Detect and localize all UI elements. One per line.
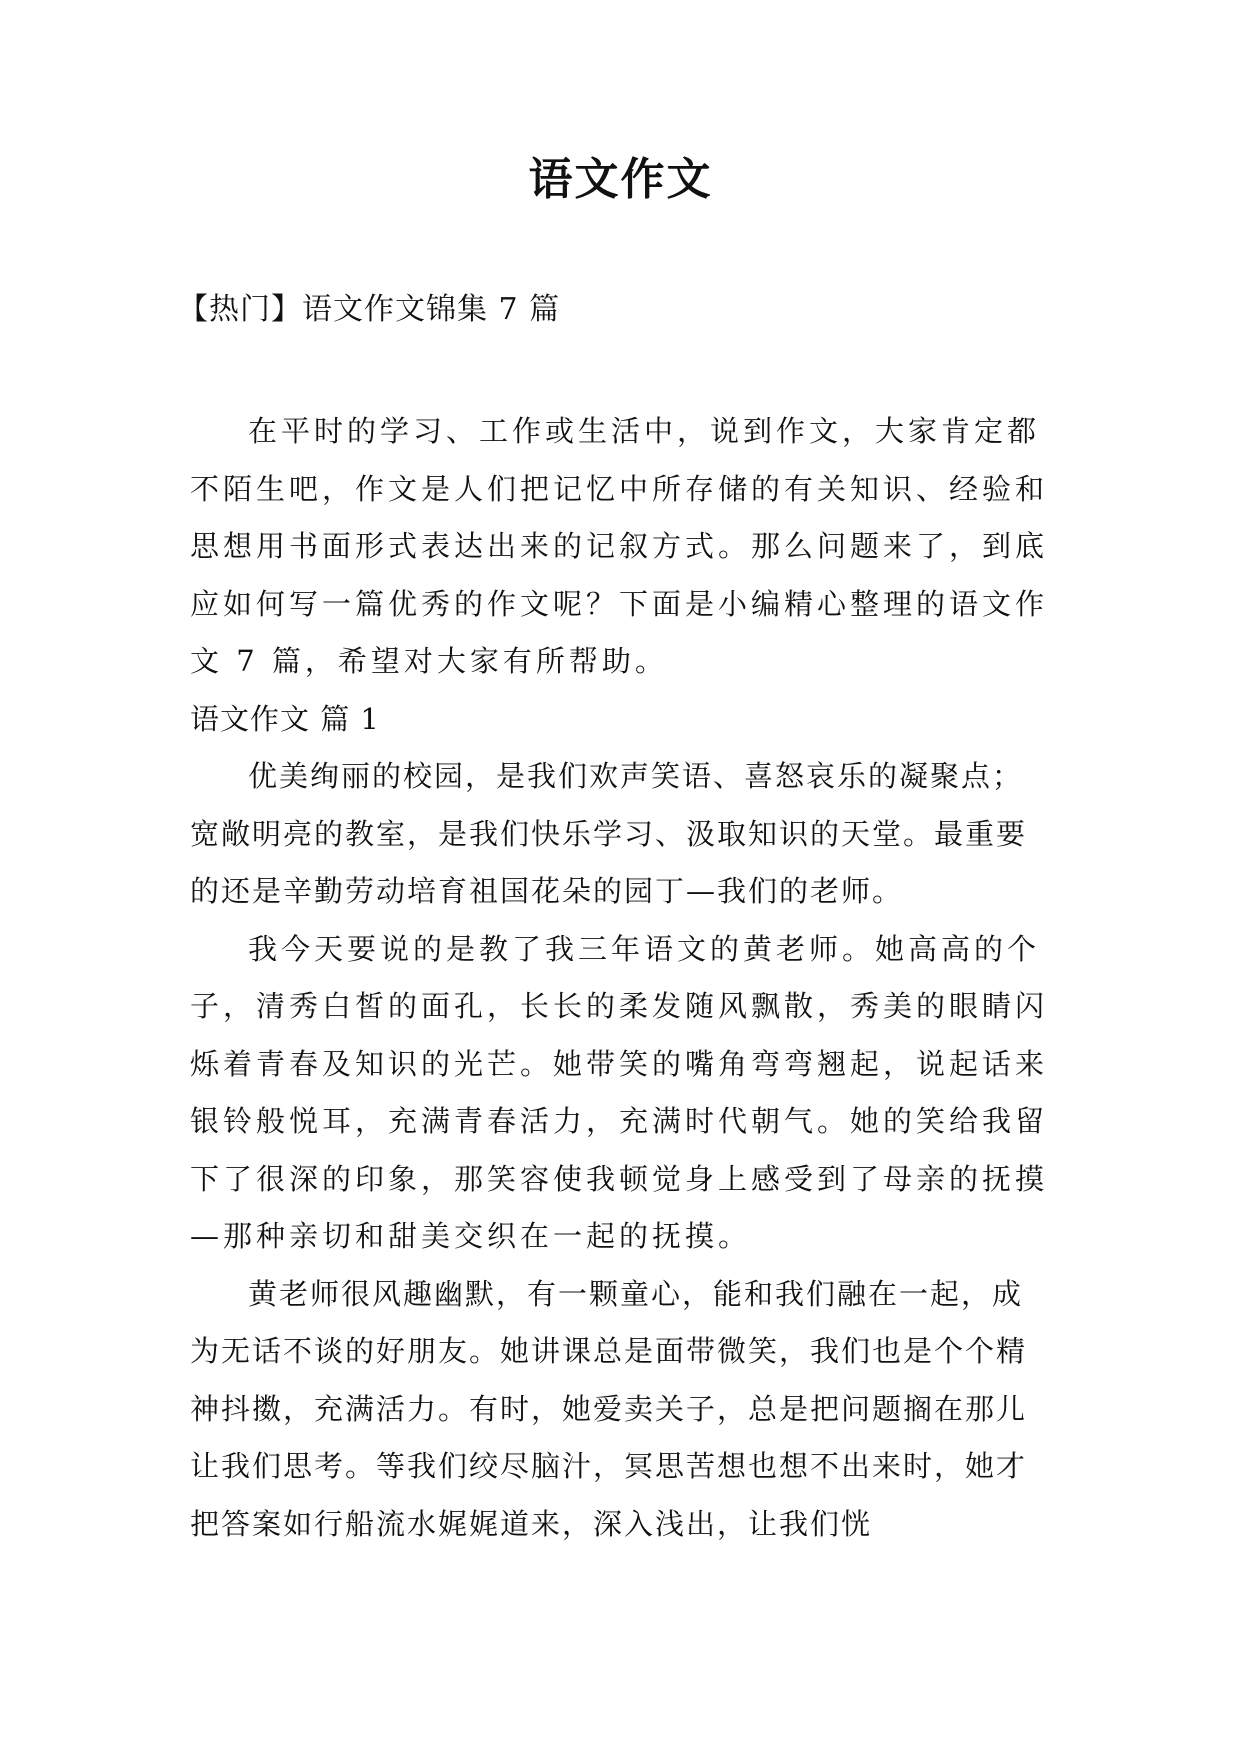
section-heading: 语文作文 篇 1: [190, 701, 380, 736]
document-subtitle: 【热门】语文作文锦集 7 篇: [178, 292, 561, 327]
document-body: [190, 403, 1050, 1553]
intro-paragraph: 在平时的学习、工作或生活中，说到作文，大家肯定都不陌生吧，作文是人们把记忆中所存储的有关知识、经验和思想用书面形式表达出来的记叙方式。那么问题来了，到底应如何写一篇优秀的作文呢？下面是小编精心整理的语文作文 7 篇，希望对大家有所帮助。: [190, 414, 1049, 678]
body-paragraph-3: 黄老师很风趣幽默，有一颗童心，能和我们融在一起，成为无话不谈的好朋友。她讲课总是面带微笑，我们也是个个精神抖擞，充满活力。有时，她爱卖关子，总是把问题搁在那儿让我们思考。等我们绞尽脑汁，冥思苦想也想不出来时，她才把答案如行船流水娓娓道来，深入浅出，让我们恍: [190, 1276, 1028, 1541]
body-paragraph-2: 我今天要说的是教了我三年语文的黄老师。她高高的个子，清秀白皙的面孔，长长的柔发随风飘散，秀美的眼睛闪烁着青春及知识的光芒。她带笑的嘴角弯弯翘起，说起话来银铃般悦耳，充满青春活力，充满时代朝气。她的笑给我留下了很深的印象，那笑容使我顿觉身上感受到了母亲的抚摸—那种亲切和甜美交织在一起的抚摸。: [190, 931, 1049, 1253]
document-title: 语文作文: [528, 154, 713, 205]
body-paragraph-1: 优美绚丽的校园，是我们欢声笑语、喜怒哀乐的凝聚点；宽敞明亮的教室，是我们快乐学习、汲取知识的天堂。最重要的还是辛勤劳动培育祖国花朵的园丁—我们的老师。: [190, 759, 1028, 908]
